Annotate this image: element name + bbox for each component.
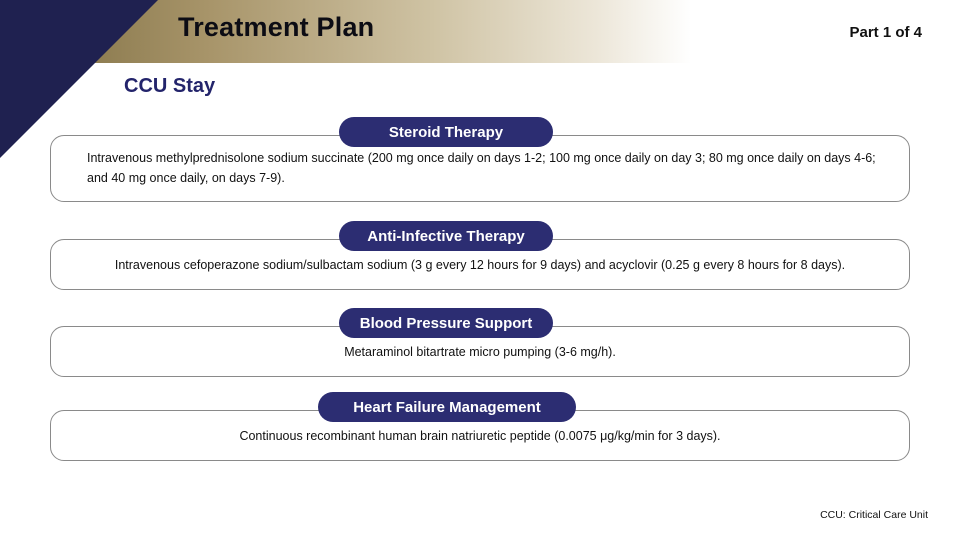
page-title: Treatment Plan xyxy=(178,12,375,42)
steroid-therapy-heading: Steroid Therapy xyxy=(339,117,553,147)
page-counter: Part 1 of 4 xyxy=(849,24,922,41)
heart-failure-management-text: Continuous recombinant human brain natriuretic peptide (0.0075 μg/kg/min for 3 days). xyxy=(239,428,721,443)
steroid-therapy-text: Intravenous methylprednisolone sodium succinate (200 mg once daily on days 1-2; 100 mg once daily on day 3; 80 mg once daily on days 4-6; and 40 mg once daily, on days 7-9). xyxy=(87,151,876,185)
anti-infective-therapy-text: Intravenous cefoperazone sodium/sulbactam sodium (3 g every 12 hours for 9 days) and acyclovir (0.25 g every 8 hours for 8 days). xyxy=(114,257,846,272)
section-subtitle: CCU Stay xyxy=(124,75,216,97)
blood-pressure-support-text: Metaraminol bitartrate micro pumping (3-6 mg/h). xyxy=(344,344,616,359)
footnote: CCU: Critical Care Unit xyxy=(820,509,928,521)
blood-pressure-support-heading: Blood Pressure Support xyxy=(339,308,553,338)
heart-failure-management-heading: Heart Failure Management xyxy=(318,392,576,422)
anti-infective-therapy-heading: Anti-Infective Therapy xyxy=(339,221,553,251)
